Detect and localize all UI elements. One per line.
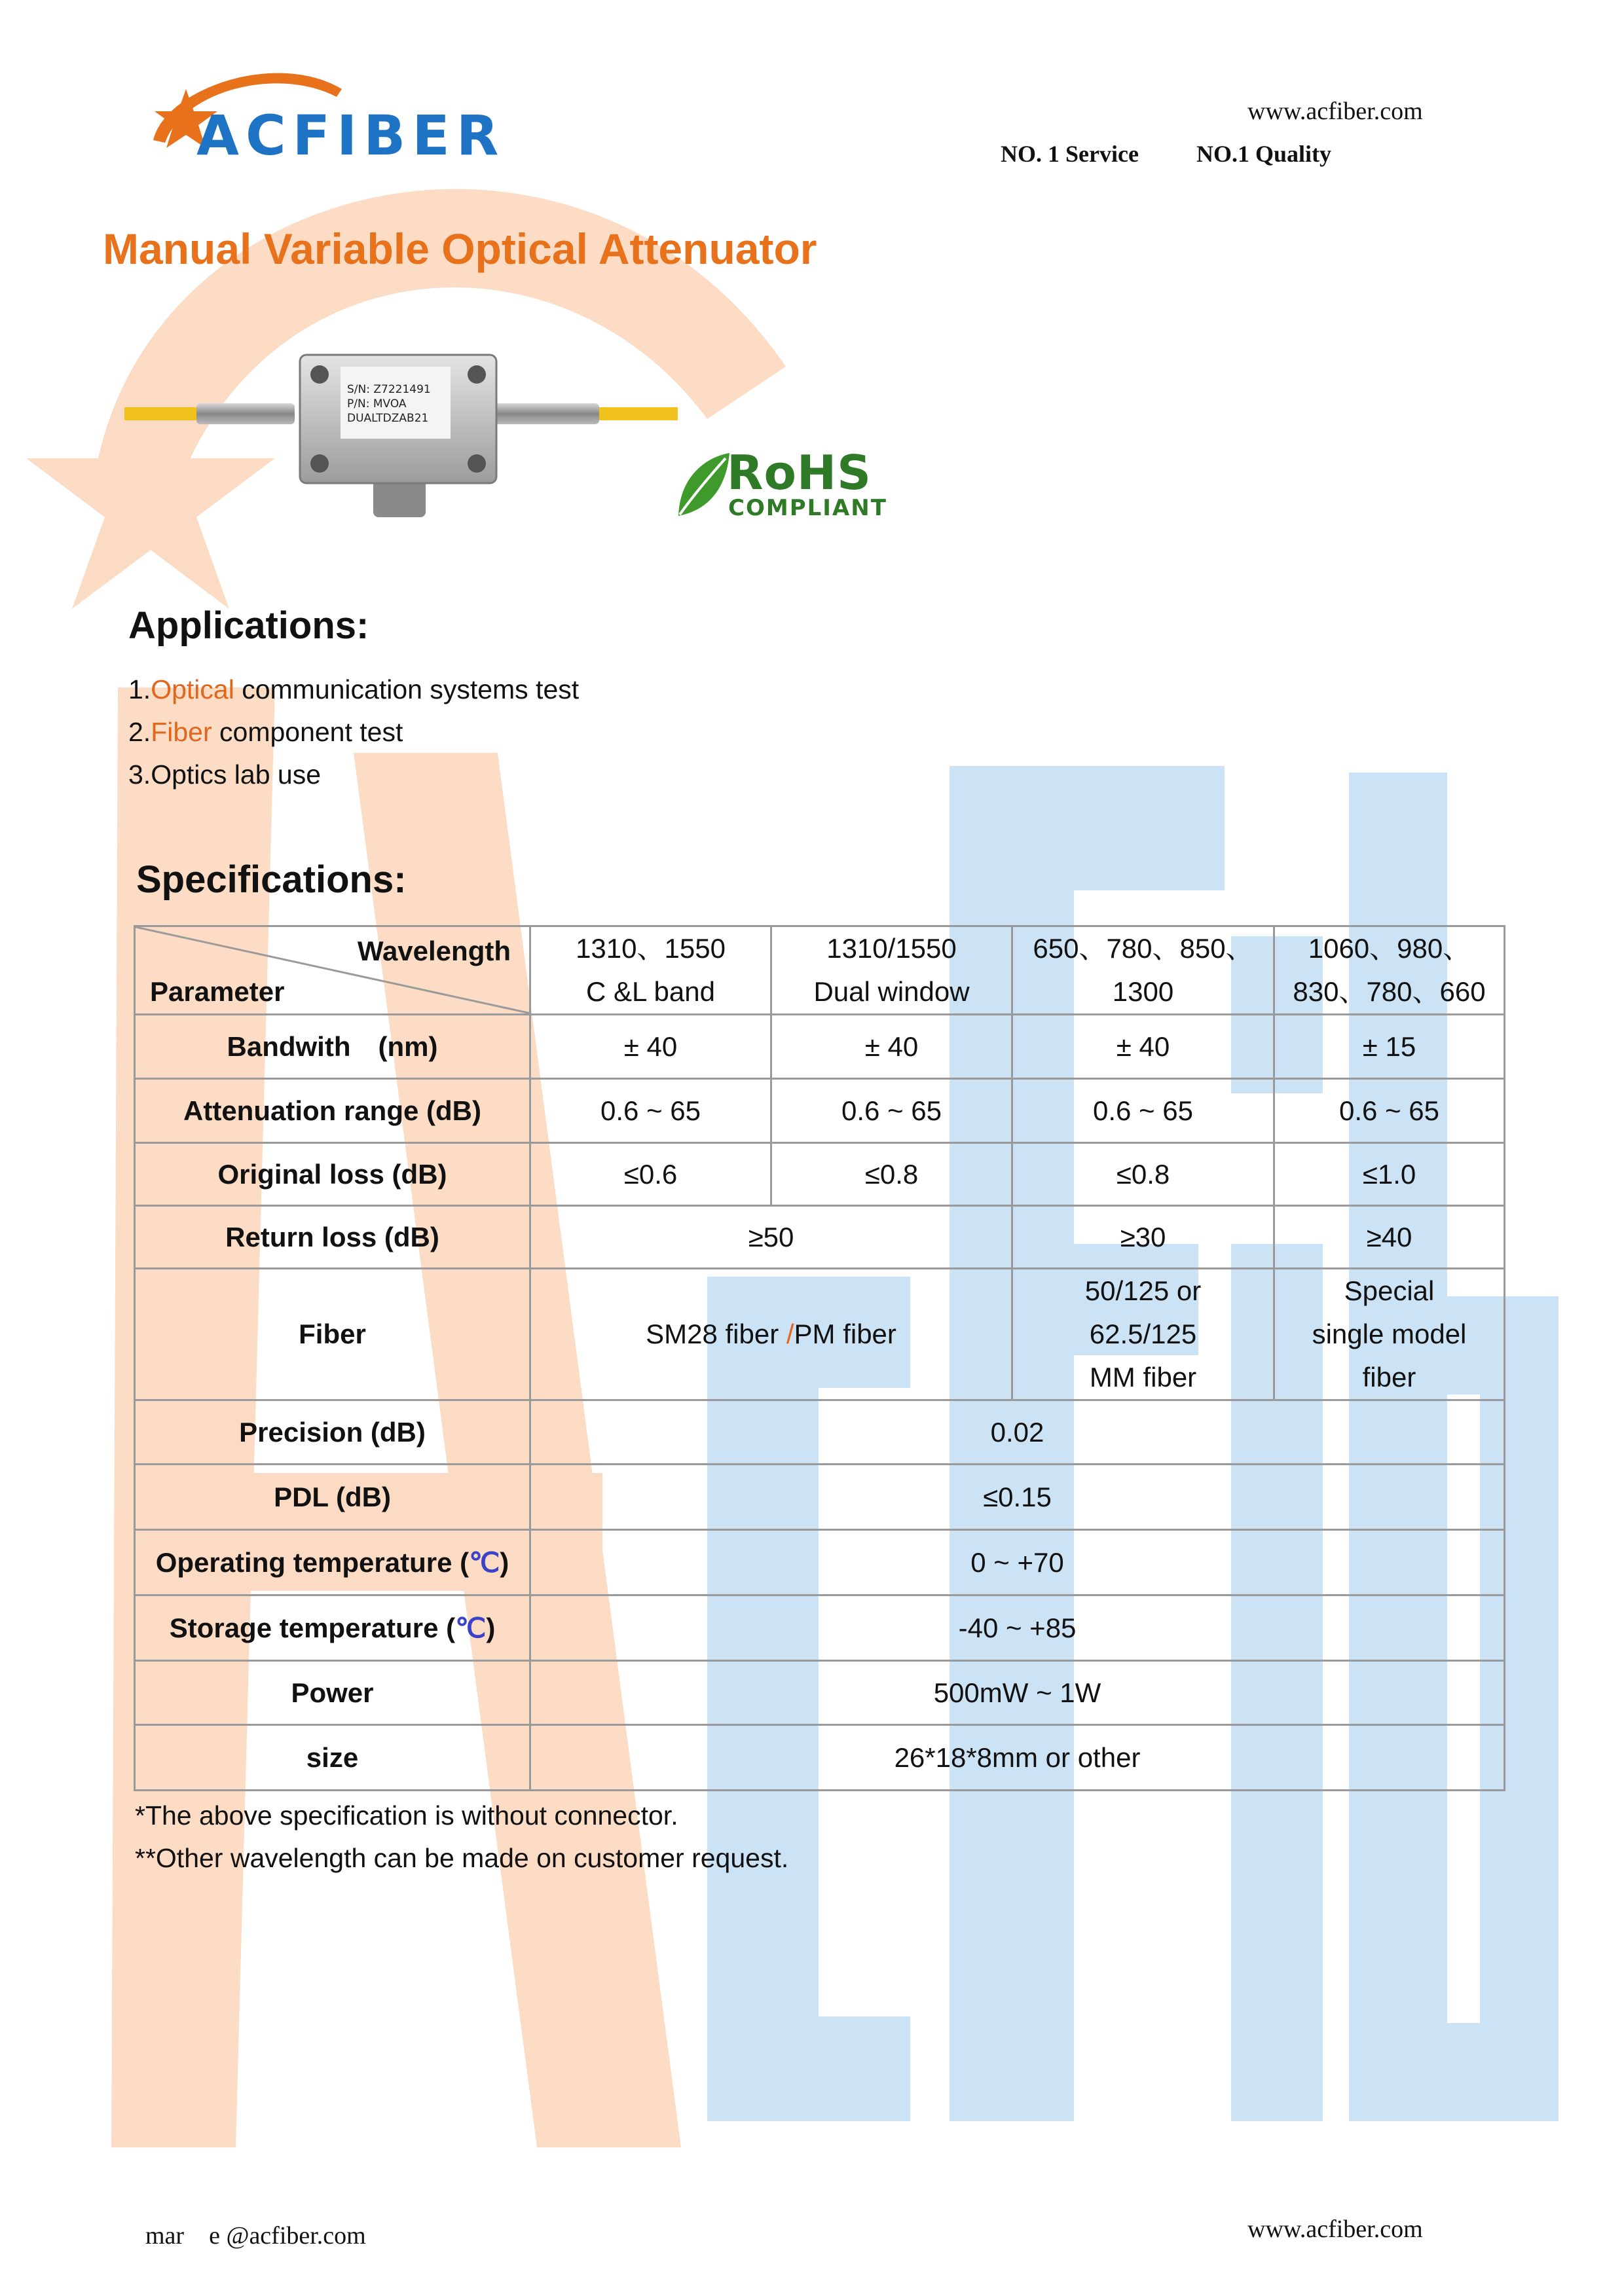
table-cell: 0.02	[530, 1400, 1505, 1465]
table-cell: ≥50	[530, 1206, 1012, 1269]
param-label: Operating temperature (℃)	[135, 1530, 530, 1595]
table-cell: SM28 fiber /PM fiber	[530, 1269, 1012, 1400]
table-cell: ± 40	[1012, 1015, 1274, 1079]
product-label-sn: S/N: Z7221491	[347, 383, 431, 396]
table-cell: 0.6 ~ 65	[1012, 1079, 1274, 1143]
table-cell: ≤0.8	[1012, 1143, 1274, 1206]
wavelength-header: Wavelength	[357, 936, 511, 966]
page-title: Manual Variable Optical Attenuator	[103, 225, 817, 273]
table-cell: ≤0.15	[530, 1465, 1505, 1530]
table-row	[135, 1465, 1505, 1530]
param-label: Precision (dB)	[135, 1400, 530, 1465]
column-header: 1310/1550 Dual window	[771, 926, 1012, 1015]
product-label-code: DUALTDZAB21	[347, 412, 429, 425]
table-cell: ± 15	[1274, 1015, 1505, 1079]
param-label: PDL (dB)	[135, 1465, 530, 1530]
param-label: Bandwith (nm)	[135, 1015, 530, 1079]
logo-wordmark: ACFIBER	[196, 103, 506, 168]
table-cell: 500mW ~ 1W	[530, 1661, 1505, 1725]
param-label: Return loss (dB)	[135, 1206, 530, 1269]
header-service: NO. 1 Service	[1001, 141, 1139, 167]
parameter-header: Parameter	[150, 976, 285, 1007]
table-cell: ≤0.6	[530, 1143, 771, 1206]
footer-website[interactable]: www.acfiber.com	[1247, 2215, 1423, 2243]
table-row	[135, 1143, 1505, 1206]
table-cell: ≥30	[1012, 1206, 1274, 1269]
column-header: 650、780、850、 1300	[1012, 926, 1274, 1015]
table-row	[135, 1595, 1505, 1661]
table-row	[135, 1530, 1505, 1595]
param-label: Original loss (dB)	[135, 1143, 530, 1206]
rohs-compliant: COMPLIANT	[728, 495, 887, 521]
product-photo	[124, 347, 681, 530]
table-cell: ≤0.8	[771, 1143, 1012, 1206]
table-row	[135, 926, 1505, 1015]
param-label: Storage temperature (℃)	[135, 1595, 530, 1661]
param-label: size	[135, 1725, 530, 1791]
table-cell: 50/125 or 62.5/125 MM fiber	[1012, 1269, 1274, 1400]
product-label-pn: P/N: MVOA	[347, 397, 407, 410]
table-cell: ≥40	[1274, 1206, 1505, 1269]
header-quality: NO.1 Quality	[1196, 141, 1332, 167]
column-header: 1060、980、 830、780、660	[1274, 926, 1505, 1015]
table-cell: 26*18*8mm or other	[530, 1725, 1505, 1791]
param-label: Attenuation range (dB)	[135, 1079, 530, 1143]
table-cell: -40 ~ +85	[530, 1595, 1505, 1661]
application-item: 1.Optical communication systems test	[128, 674, 580, 704]
rohs-mark: RoHS	[727, 445, 872, 500]
table-cell: 0.6 ~ 65	[1274, 1079, 1505, 1143]
application-item: 3.Optics lab use	[128, 759, 321, 790]
applications-heading: Applications:	[128, 604, 369, 647]
table-cell: 0 ~ +70	[530, 1530, 1505, 1595]
table-cell: 0.6 ~ 65	[530, 1079, 771, 1143]
param-label: Fiber	[135, 1269, 530, 1400]
spec-note: *The above specification is without connector.	[135, 1800, 678, 1831]
table-row	[135, 1725, 1505, 1791]
param-label: Power	[135, 1661, 530, 1725]
table-row	[135, 1661, 1505, 1725]
table-row	[135, 1079, 1505, 1143]
table-cell: ≤1.0	[1274, 1143, 1505, 1206]
table-row	[135, 1015, 1505, 1079]
table-cell: ± 40	[771, 1015, 1012, 1079]
table-cell: 0.6 ~ 65	[771, 1079, 1012, 1143]
table-cell: ± 40	[530, 1015, 771, 1079]
table-row	[135, 1269, 1505, 1400]
column-header: 1310、1550 C &L band	[530, 926, 771, 1015]
leaf-icon	[673, 450, 732, 520]
application-item: 2.Fiber component test	[128, 717, 403, 747]
spec-table	[134, 925, 1505, 1791]
footer-email[interactable]: mar e @acfiber.com	[145, 2222, 366, 2250]
spec-note: **Other wavelength can be made on customer request.	[135, 1843, 789, 1873]
table-cell: Special single model fiber	[1274, 1269, 1505, 1400]
header-corner-cell	[135, 926, 530, 1015]
table-row	[135, 1206, 1505, 1269]
table-row	[135, 1400, 1505, 1465]
header-website[interactable]: www.acfiber.com	[1247, 98, 1423, 125]
specifications-heading: Specifications:	[136, 858, 407, 901]
